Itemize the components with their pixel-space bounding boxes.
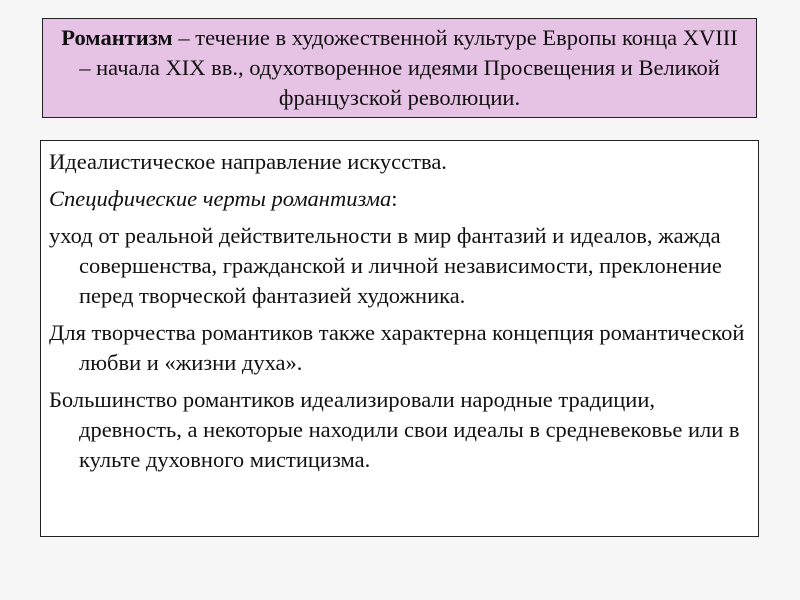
content-paragraph-love: Для творчества романтиков также характерна концепция романтической любви и «жизни духа». xyxy=(49,320,745,375)
definition-box xyxy=(42,18,757,118)
content-paragraph-traditions: Большинство романтиков идеализировали народные традиции, древность, а некоторые находили свои идеалы в средневековье или в культе духовного мистицизма. xyxy=(49,387,740,472)
definition-body: – течение в художественной культуре Европы конца XVIII – начала XIX вв., одухотворенное идеями Просвещения и Великой французской революции. xyxy=(79,25,738,110)
content-box xyxy=(40,140,759,537)
features-heading-colon: : xyxy=(391,186,398,211)
features-heading-label: Специфические черты романтизма xyxy=(49,186,392,211)
content-line-features-heading xyxy=(49,184,748,214)
definition-term: Романтизм xyxy=(61,25,173,50)
content-line-idealistic: Идеалистическое направление искусства. xyxy=(49,149,447,174)
definition-text xyxy=(61,23,738,113)
content-paragraph-features: уход от реальной действительности в мир фантазий и идеалов, жажда совершенства, гражданской и личной независимости, преклонение перед творческой фантазией художника. xyxy=(49,223,722,308)
